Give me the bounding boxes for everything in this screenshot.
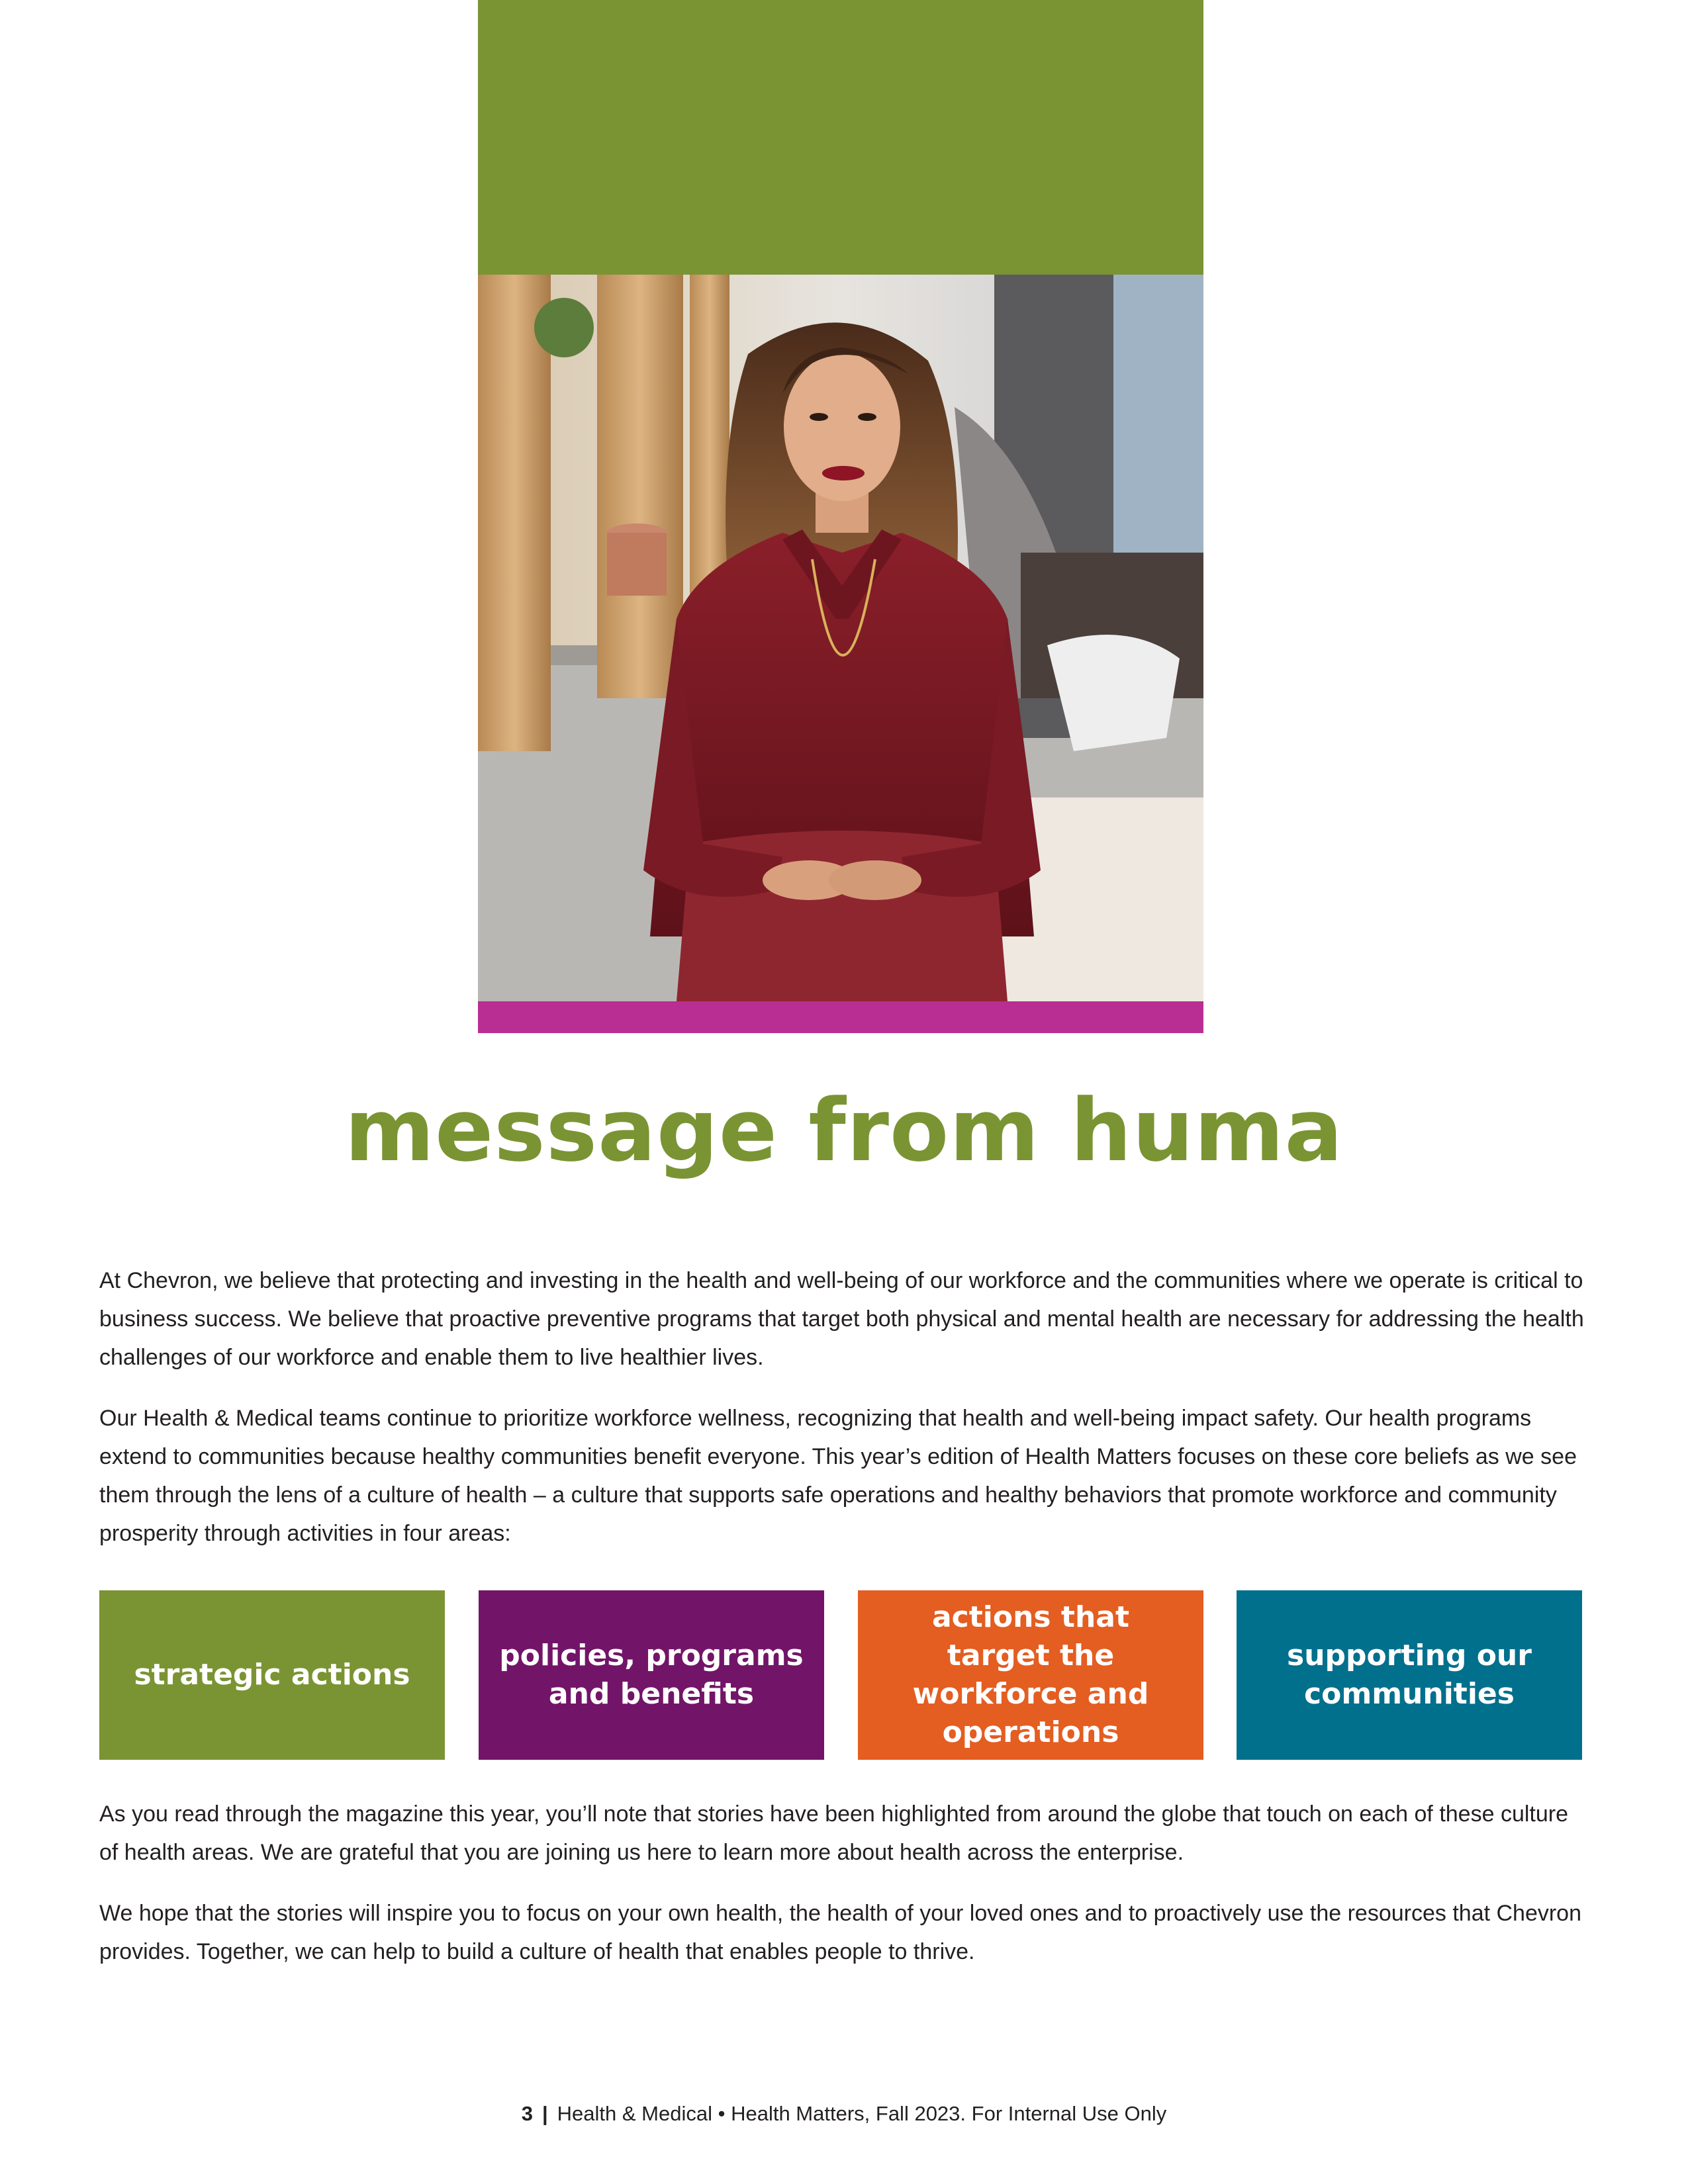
footer-separator: | — [541, 2102, 548, 2125]
magenta-accent-bar — [478, 1001, 1203, 1033]
paragraph-intro: At Chevron, we believe that protecting and investing in the health and well-being of our workforce and the communities where we operate is critical to business success. We believe that proactive preventive programs that target both physical and mental health are necessary for addressing the health challenges of our workforce and enable them to live healthier lives. — [99, 1268, 1584, 1370]
footer-text: Health & Medical • Health Matters, Fall 2023. For Internal Use Only — [557, 2102, 1167, 2125]
tile-label: strategic actions — [134, 1658, 410, 1692]
paragraph-closing: We hope that the stories will inspire you to focus on your own health, the health of your loved ones and to proactively use the resources that Chevron provides. Together, we can help to build a culture of health that enables people to thrive. — [99, 1901, 1582, 1964]
paragraph-magazine: As you read through the magazine this year, you’ll note that stories have been highlighted from around the globe that touch on each of these culture of health areas. We are grateful that you are joining us here to learn more about health across the enterprise. — [99, 1801, 1568, 1865]
hero-color-block — [478, 0, 1203, 275]
tile-label: supporting our communities — [1287, 1639, 1532, 1711]
focus-area-tiles — [99, 1590, 1582, 1760]
tile-label: policies, programs and benefits — [499, 1639, 804, 1711]
tile-label: actions that target the workforce and operations — [912, 1600, 1149, 1749]
page-title: message from huma — [344, 1080, 1344, 1181]
tile-supporting-communities — [1237, 1590, 1582, 1760]
portrait-photo — [478, 275, 1203, 1001]
tile-workforce-operations — [858, 1590, 1203, 1760]
paragraph-teams: Our Health & Medical teams continue to prioritize workforce wellness, recognizing that health and well-being impact safety. Our health programs extend to communities because healthy communities benefit everyone. This year’s edition of Health Matters focuses on these core beliefs as we see them through the lens of a culture of health – a culture that supports safe operations and healthy behaviors that promote workforce and community prosperity through activities in four areas: — [99, 1406, 1577, 1546]
tile-policies-programs-benefits — [479, 1590, 824, 1760]
page-number: 3 — [521, 2102, 533, 2125]
page-footer — [0, 2101, 1688, 2127]
tile-strategic-actions — [99, 1590, 445, 1760]
